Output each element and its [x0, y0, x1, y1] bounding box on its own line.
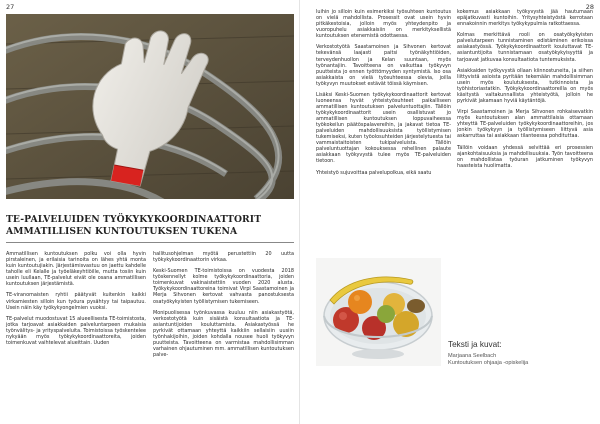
paragraph: hallitusohjelman myötä perustettiin 20 uutta työkykykoordinaattorin virkaa. — [153, 251, 294, 264]
text-column-3 — [316, 9, 451, 181]
paragraph: Verkostotyötä Saastamoinen ja Sihvonen kertovat tekevänsä laajasti paitsi työnäkyhtiöiden, terveydenhuollon ja Kelan suuntaan, myös työnantajiin. Tavoitteena on vaikuttaa työkyvyn puutteista jo ennen työttömyyden syntymistä. Iso osa asiakkaista on vielä työsuhteessa olevia, joilla työkyvyn muutokset estävät töissä käymisen. — [316, 44, 451, 87]
paragraph: TE-viranomaisten ryhtii päätyvät kuitenkin kaikki virkamiesten silloin kun työura pysähtyy tai taipautuu. Usein näin käy työkykyongelmien vuoksi. — [6, 292, 146, 311]
page-number-right: 28 — [585, 3, 594, 11]
headline-line-2: AMMATILLISEN KUNTOUTUKSEN TUKENA — [6, 225, 238, 237]
paragraph: Kolmas merkittävä rooli on osatyökykyisten palvelutarpeen tunnistaminen edistäminen erikoissa asiakastyössä. Työkykykoordinaattorit kouluttavat TE-asiantuntijoita tunnistamaan osatyökykyisyyttä ja tarjoavat jatkuvaa konsultaatiota tuntemuksista. — [457, 32, 593, 63]
paragraph: Yhteistyö sujuvoittaa palvelupolkua, eikä saatu — [316, 169, 432, 176]
text-column-4 — [457, 9, 593, 174]
headline-line-1: TE-PALVELUIDEN TYÖKYKYKOORDINAATTORIT — [6, 214, 262, 225]
text-column-1 — [6, 251, 146, 351]
paragraph: Virpi Saastamoinen ja Merja Sihvonen rohkaisevatkin myös kuntoutuksen alan ammattilaisia ottamaan yhteyttä TE-palveluiden työkykykoordinaattoreihin, jos jonkin työkykyyn ja työllistymiseen liittyvä asia askarruttaa tai asiakkaan tilanteessa pohdituttaa. — [457, 109, 593, 140]
glove-on-hose-icon — [6, 14, 294, 199]
headline-rule — [6, 242, 294, 243]
paragraph: luihin jo silloin kuin esimerkiksi työsuhteen kuntoutus on vielä mahdollista. Prosessit ovat usein hyvin pitkäkestoisia, jolloin myös yhteydenpito ja vuoropuhelu asiakkaisiin on merkityksellistä kuntoutuksen etenemistä odottaessa. — [316, 9, 451, 40]
glove-photo — [6, 14, 294, 199]
text-column-2 — [153, 251, 294, 363]
article-headline — [6, 214, 296, 237]
paragraph: Asiakkaiden työkyvystä ollaan kiinnostuneita, ja siihen liittyvistä asioista pyritään tekemään mahdollisimman usein myös koulutuksesta, tutkinnoista ja työhistoriastatkin. Työkykykoordinaattoreilla on myös käsitystä valtakunnallista yhteistyötä, jolloin he pyrkivät jakamaan hyviä käytäntöjä. — [457, 67, 593, 104]
credit-heading: Teksti ja kuvat: — [448, 340, 502, 349]
credit-role: Kuntoutuksen ohjaaja -opiskelija — [448, 360, 529, 366]
fruit-bowl-photo — [316, 258, 441, 366]
fruit-bowl-icon — [316, 258, 441, 366]
photo-credit — [448, 340, 588, 367]
paragraph: Keski-Suomen TE-toimistoissa on vuodesta 2018 työskennellyt kolme työkykykoordinaattoria, joiden toimenkuvat vakinaistettiin vuoden 2020 alusta. Työkykykoordinaattoreina toimivat Virpi Saastamoinen ja Merja Sihvonen kertovat vahvasta panostuksesta osatyökykyisten työllistymisen tukemiseen. — [153, 268, 294, 305]
right-page — [300, 0, 600, 424]
paragraph: kokemus asiakkaan työkyvystä jää hautumaan epäjatkuvasti kuntoihin. Yritysyhteistyöstä kerrotaan ennakoinnin merkitys työkykypulmia ratkottaessa. — [457, 9, 593, 28]
page-number-left: 27 — [6, 3, 15, 11]
paragraph: Tällöin voidaan yhdessä selvittää eri prosessien ajankohtaisuuksia ja mahdollisuuksia. Työn tavoitteena on mahdollistaa työuran jatkuminen työkyvyn haasteista huolimatta. — [457, 144, 593, 169]
credit-name: Marjaana Seelbach — [448, 353, 497, 359]
paragraph: Ammatillisen kuntoutuksen polku voi olla hyvin pirstaleinen, ja erilaisia tarinoita on lähes yhtä monta kuin kuntoutujiakin. Järjestämisvastuu on jaettu kahdelle taholle eli Kelalle ja työeläkeyhtiöille, mutta tosiin kuin usein luullaan, TE-palvelut eivät ole osana ammatillisen kuntoutuksen järjestämistä. — [6, 251, 146, 288]
paragraph: TE-palvelut muodostuvat 15 alueellisesta TE-toimistosta, jotka tarjoavat asiakkaiden palveluntarpeen mukaisia työnvälitys- ja yrityspalveluita. Toimistoissa työskentelee nykyään myös työkykykoordinaattoreita, joiden toimenkuvat vaihtelevat alueittain. Uuden — [6, 315, 146, 346]
paragraph: Lisäksi Keski-Suomen työkykykoordinaattorit kertovat luoneensa hyvät yhteistyösuhteet paikalliseen ammatillisen kuntoutuksen palveluntuottajiin. Tällöin työkykykoordinaattorit usein osallistuvat jo ammatillisen kuntoutuksen loppuvaiheessa työkokeilun päätöspalavereihin, ja jakavat tietoa TE-palveluiden mahdollisuuksista työllistymisen tukemiseksi, kuten työolosuhteiden järjestelytuesta tai vammaistaitoisten tukipalveluista. Tällöin palveluntuottajan kokouksessa rehellinen palaute asiakkaan työkyvystä tulee myös TE-palveluiden tietoon. — [316, 91, 451, 165]
paragraph: Monipuolisessa työnkuvassa kuuluu niin asiakastyötä, verkostotyötä kuin sisäistä konsultaatiota ja TE-asiantuntijoiden kouluttamista. Asiakastyössä he pyrkivät ottamaan yhteyttä kaikkiin sellaisiin uusiin työnhakijoihin, joiden kohdalla nousee huoli työkyvyn puutteista. Tavoitteena on varmistaa mahdollisimman varhainen ohjautuminen mm. ammatillisen kuntoutuksen palve- — [153, 309, 294, 359]
